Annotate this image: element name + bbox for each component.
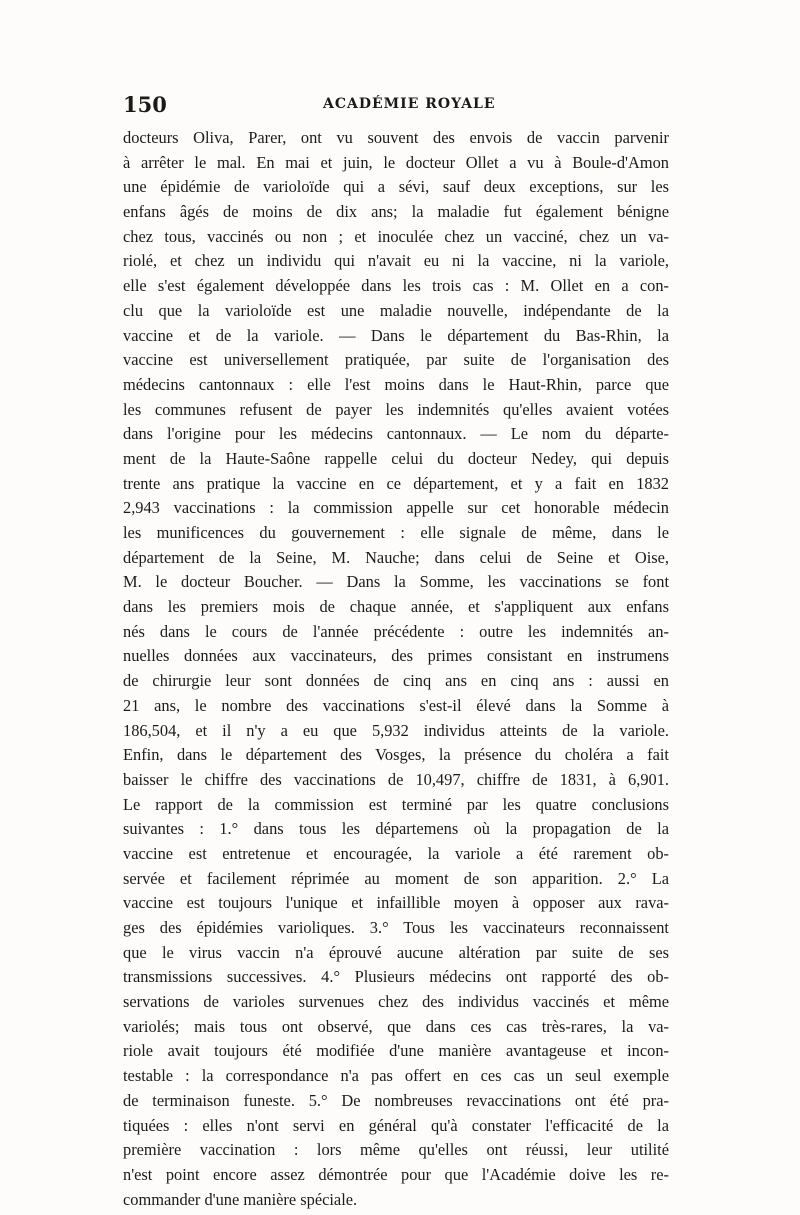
text-line: que le virus vaccin n'a éprouvé aucune altération par suite de ses	[123, 942, 669, 962]
text-line: dans les premiers mois de chaque année, et s'appliquent aux enfans	[123, 597, 669, 617]
text-line: vaccine est entretenue et encouragée, la variole a été rarement ob-	[123, 843, 669, 863]
text-line: elle s'est également développée dans les trois cas : M. Ollet en a con-	[123, 276, 669, 296]
text-line: de terminaison funeste. 5.° De nombreuses revaccinations ont été pra-	[123, 1090, 669, 1110]
text-line: chez tous, vaccinés ou non ; et inoculée chez un vacciné, chez un va-	[123, 226, 669, 246]
text-line: vaccine est toujours l'unique et infaillible moyen à opposer aux rava-	[123, 893, 669, 913]
text-line: riole avait toujours été modifiée d'une manière avantageuse et incon-	[123, 1041, 669, 1061]
text-line: médecins cantonnaux : elle l'est moins dans le Haut-Rhin, parce que	[123, 374, 669, 394]
text-line: clu que la varioloïde est une maladie nouvelle, indépendante de la	[123, 300, 669, 320]
text-line: commander d'une manière spéciale.	[123, 1189, 358, 1209]
text-line: tiquées : elles n'ont servi en général qu'à constater l'efficacité de la	[123, 1115, 669, 1135]
text-line: trente ans pratique la vaccine en ce département, et y a fait en 1832	[123, 473, 669, 493]
text-line: servations de varioles survenues chez des individus vaccinés et même	[123, 992, 669, 1012]
text-line: vaccine et de la variole. — Dans le département du Bas-Rhin, la	[123, 325, 669, 345]
text-line: première vaccination : lors même qu'elles ont réussi, leur utilité	[123, 1140, 669, 1160]
text-line: ges des épidémies varioliques. 3.° Tous les vaccinateurs reconnaissent	[123, 918, 669, 937]
text-line: suivantes : 1.° dans tous les départemens où la propagation de la	[123, 819, 669, 839]
text-line: Enfin, dans le département des Vosges, la présence du choléra a fait	[123, 745, 669, 765]
text-line: nuelles données aux vaccinateurs, des primes consistant en instrumens	[123, 646, 669, 666]
text-line: riolé, et chez un individu qui n'avait eu ni la vaccine, ni la variole,	[123, 251, 669, 271]
page-header	[123, 92, 669, 122]
text-line: une épidémie de varioloïde qui a sévi, sauf deux exceptions, sur les	[123, 177, 669, 197]
text-line: ment de la Haute-Saône rappelle celui du docteur Nedey, qui depuis	[123, 448, 669, 468]
text-line: enfans âgés de moins de dix ans; la maladie fut également bénigne	[123, 202, 669, 222]
text-line: testable : la correspondance n'a pas offert en ces cas un seul exemple	[123, 1066, 669, 1086]
text-line: de chirurgie leur sont données de cinq ans en cinq ans : aussi en	[123, 671, 669, 691]
text-line: 186,504, et il n'y a eu que 5,932 individus atteints de la variole.	[123, 720, 669, 740]
text-line: docteurs Oliva, Parer, ont vu souvent des envois de vaccin parvenir	[123, 128, 669, 147]
text-line: département de la Seine, M. Nauche; dans celui de Seine et Oise,	[123, 547, 669, 567]
running-head: ACADÉMIE ROYALE	[323, 96, 496, 112]
text-line: Le rapport de la commission est terminé par les quatre conclusions	[123, 794, 669, 814]
text-line: baisser le chiffre des vaccinations de 10,497, chiffre de 1831, à 6,901.	[123, 769, 669, 789]
text-line: servée et facilement réprimée au moment de son apparition. 2.° La	[123, 868, 669, 888]
body-text	[123, 126, 669, 1212]
text-line: 21 ans, le nombre des vaccinations s'est-il élevé dans la Somme à	[123, 695, 669, 715]
text-line: 2,943 vaccinations : la commission appelle sur cet honorable médecin	[123, 498, 669, 518]
text-line: M. le docteur Boucher. — Dans la Somme, les vaccinations se font	[123, 572, 669, 592]
text-line: nés dans le cours de l'année précédente : outre les indemnités an-	[123, 621, 669, 641]
text-line: transmissions successives. 4.° Plusieurs médecins ont rapporté des ob-	[123, 967, 669, 987]
text-line: les communes refusent de payer les indemnités qu'elles avaient votées	[123, 399, 669, 419]
text-line: n'est point encore assez démontrée pour que l'Académie doive les re-	[123, 1164, 669, 1184]
text-line: les munificences du gouvernement : elle signale de même, dans le	[123, 523, 669, 542]
text-line: variolés; mais tous ont observé, que dans ces cas très-rares, la va-	[123, 1016, 669, 1036]
text-line: dans l'origine pour les médecins cantonnaux. — Le nom du départe-	[123, 424, 669, 444]
page-number: 150	[123, 92, 167, 117]
text-line: vaccine est universellement pratiquée, par suite de l'organisation des	[123, 350, 669, 370]
text-line: à arrêter le mal. En mai et juin, le docteur Ollet a vu à Boule-d'Amon	[123, 152, 669, 172]
